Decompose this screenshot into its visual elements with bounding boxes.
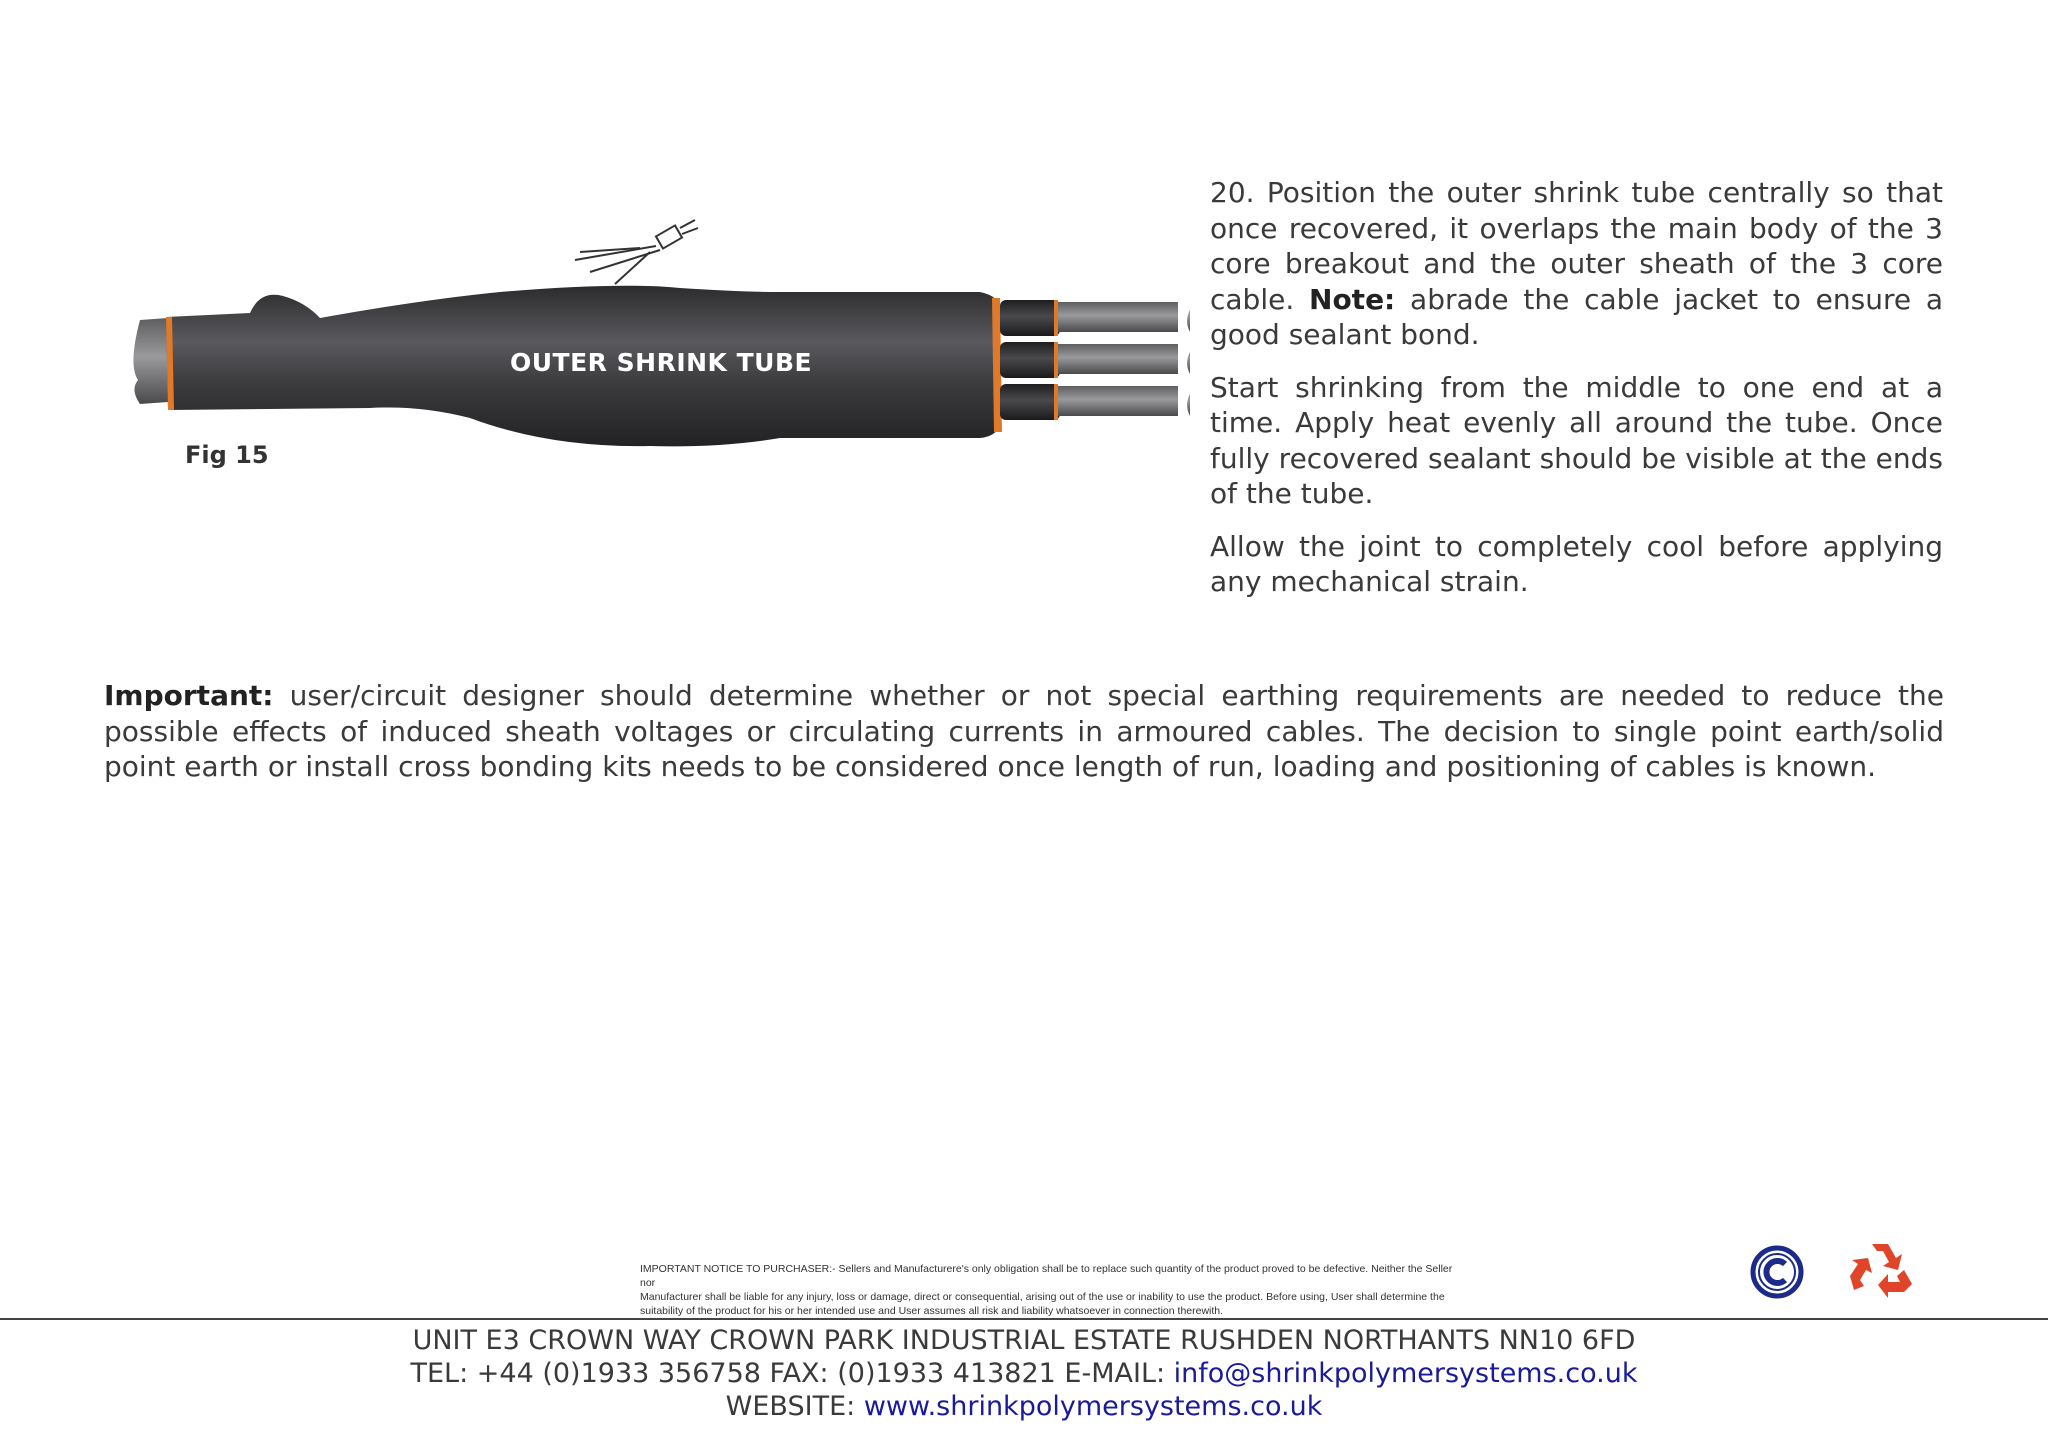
- recycle-icon: [1848, 1238, 1914, 1300]
- instruction-step-20: [1210, 175, 1943, 353]
- website-link[interactable]: www.shrinkpolymersystems.co.uk: [863, 1391, 1323, 1422]
- copyright-icon: [1750, 1245, 1804, 1299]
- shrink-tube-figure: [120, 200, 1190, 480]
- instructions-text: [1210, 175, 1943, 617]
- email-link[interactable]: info@shrinkpolymersystems.co.uk: [1173, 1358, 1638, 1389]
- footer-divider: [0, 1318, 2048, 1320]
- instruction-paragraph-shrinking: Start shrinking from the middle to one end at a time. Apply heat evenly all around the tube. Once fully recovered sealant should be visible at the ends of the tube.: [1210, 370, 1943, 510]
- footer: [0, 1324, 2048, 1423]
- footer-address: UNIT E3 CROWN WAY CROWN PARK INDUSTRIAL ESTATE RUSHDEN NORTHANTS NN10 6FD: [412, 1325, 1636, 1356]
- notice-line-2: Manufacturer shall be liable for any injury, loss or damage, direct or consequential, arising out of the use or inability to use the product. Before using, User shall determine the: [640, 1291, 1445, 1303]
- note-label: Note:: [1309, 282, 1396, 316]
- important-notice: [104, 678, 1944, 785]
- notice-line-1: IMPORTANT NOTICE TO PURCHASER:- Sellers and Manufacturere's only obligation shall be to replace such quantity of the product proved to be defective. Neither the Seller nor: [640, 1263, 1453, 1289]
- footer-contact: [0, 1357, 2048, 1390]
- instruction-paragraph-cooling: Allow the joint to completely cool before applying any mechanical strain.: [1210, 529, 1943, 598]
- footer-contact-prefix: TEL: +44 (0)1933 356758 FAX: (0)1933 413821 E-MAIL:: [410, 1358, 1174, 1389]
- notice-line-3: suitability of the product for his or her intended use and User assumes all risk and liability whatsoever in connection therewith.: [640, 1305, 1224, 1317]
- purchaser-notice: [640, 1262, 1460, 1318]
- step-text-1: 20. Position the outer shrink tube centrally so that once recovered, it overlaps the main body of the 3 core breakout and the outer sheath of the 3 core cable.: [1210, 176, 1943, 316]
- shrink-tube-illustration: [120, 200, 1190, 480]
- important-label: Important:: [104, 679, 274, 712]
- outer-shrink-tube-label: OUTER SHRINK TUBE: [510, 348, 813, 377]
- step-text-2: abrade the cable jacket to ensure a good sealant bond.: [1210, 282, 1944, 351]
- important-text: user/circuit designer should determine whether or not special earthing requirements are needed to reduce the possible effects of induced sheath voltages or circulating currents in armoured cables. The decision to single point earth/solid point earth or install cross bonding kits needs to be considered once length of run, loading and positioning of cables is known.: [104, 679, 1944, 783]
- footer-website: [0, 1390, 2048, 1423]
- footer-website-prefix: WEBSITE:: [725, 1391, 864, 1422]
- figure-caption: Fig 15: [185, 441, 269, 469]
